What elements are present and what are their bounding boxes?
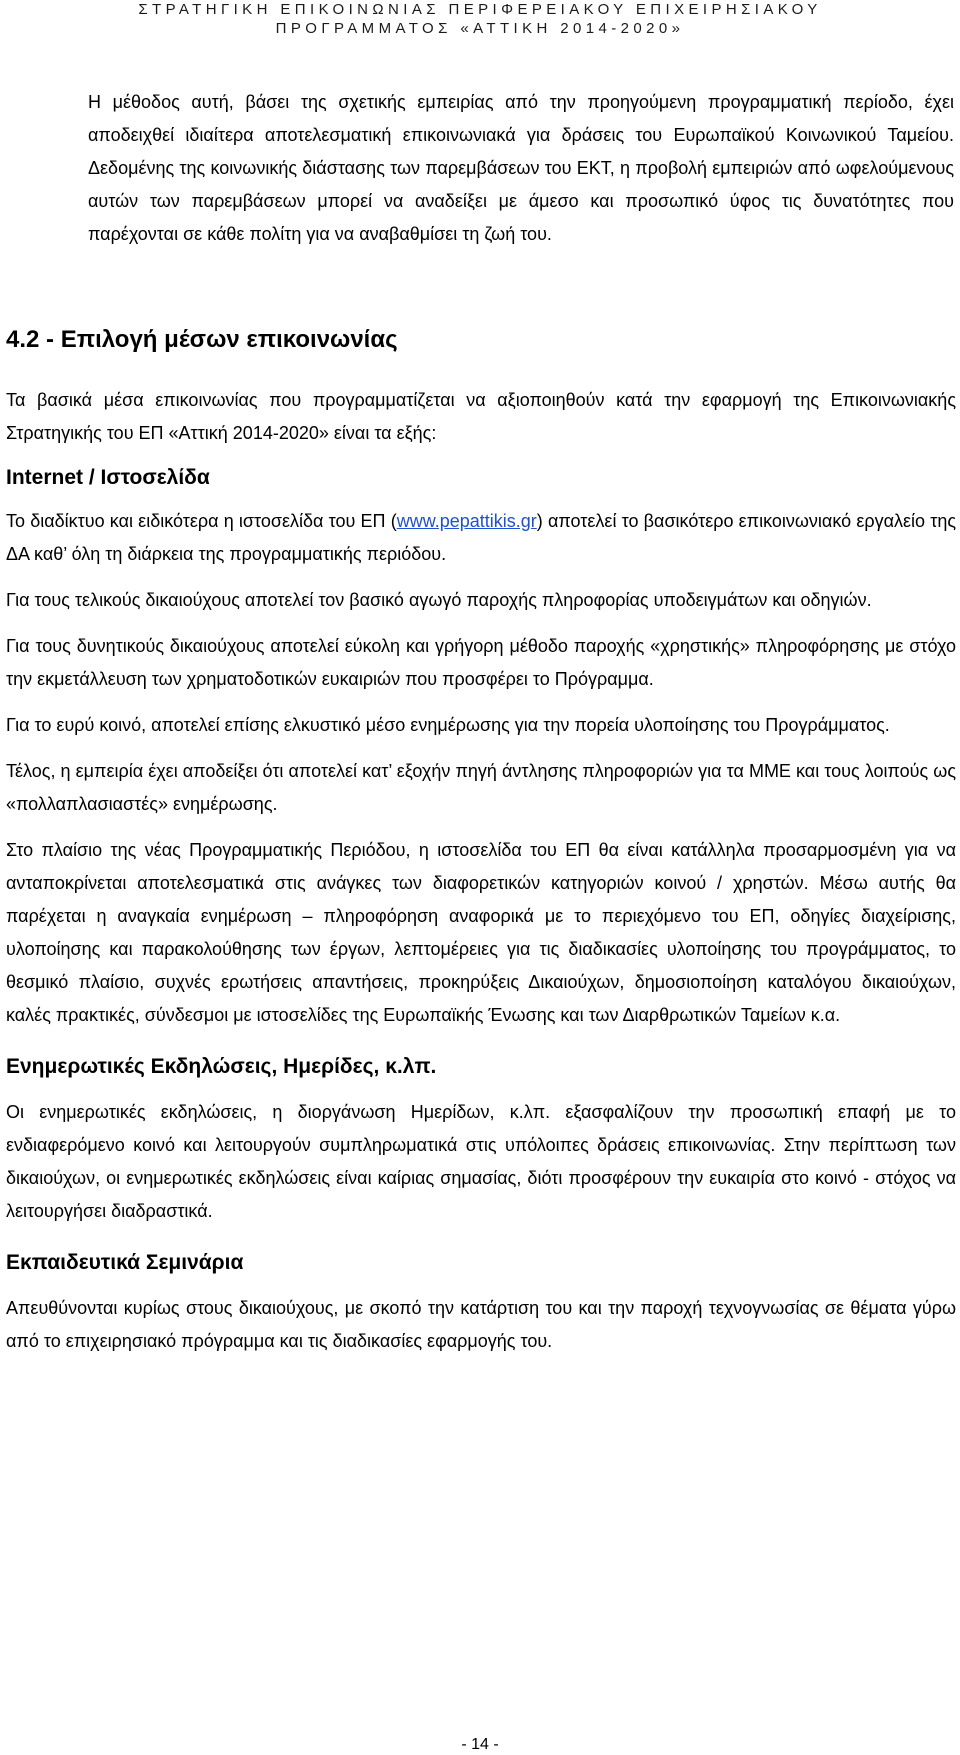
internet-p1-text-before: Το διαδίκτυο και ειδικότερα η ιστοσελίδα του ΕΠ (	[6, 511, 397, 531]
section-title: 4.2 - Επιλογή μέσων επικοινωνίας	[6, 326, 398, 353]
running-header	[0, 0, 960, 38]
internet-heading: Internet / Ιστοσελίδα	[6, 466, 210, 489]
page-number: - 14 -	[461, 1736, 499, 1753]
internet-p1-text-after: ) αποτελεί το βασικότερο επικοινωνιακό εργαλείο της ΔΑ καθ’ όλη τη διάρκεια της προγραμματικής περιόδου.	[6, 511, 957, 564]
header-line-1: ΣΤΡΑΤΗΓΙΚΗ ΕΠΙΚΟΙΝΩΝΙΑΣ ΠΕΡΙΦΕΡΕΙΑΚΟΥ ΕΠΙΧΕΙΡΗΣΙΑΚΟΥ	[138, 1, 822, 18]
events-heading: Ενημερωτικές Εκδηλώσεις, Ημερίδες, κ.λπ.	[6, 1055, 437, 1078]
internet-paragraph-3: Για τους δυνητικούς δικαιούχους αποτελεί εύκολη και γρήγορη μέθοδο παροχής «χρηστικής» πληροφόρησης με στόχο την εκμετάλλευση των χρηματοδοτικών ευκαιριών που προσφέρει το Πρόγραμμα.	[6, 636, 956, 689]
website-link[interactable]: www.pepattikis.gr	[396, 511, 537, 531]
seminars-heading: Εκπαιδευτικά Σεμινάρια	[6, 1251, 244, 1274]
intro-paragraph: Η μέθοδος αυτή, βάσει της σχετικής εμπειρίας από την προηγούμενη προγραμματική περίοδο, έχει αποδειχθεί ιδιαίτερα αποτελεσματική επικοινωνιακά για δράσεις του Ευρωπαϊκού Κοινωνικού Ταμείου. Δεδομένης της κοινωνικής διάστασης των παρεμβάσεων του ΕΚΤ, η προβολή εμπειριών από ωφελούμενους αυτών των παρεμβάσεων μπορεί να αναδείξει με άμεσο και προσωπικό ύφος τις δυνατότητες που παρέχονται σε κάθε πολίτη για να αναβαθμίσει τη ζωή του.	[88, 92, 954, 244]
events-paragraph: Οι ενημερωτικές εκδηλώσεις, η διοργάνωση Ημερίδων, κ.λπ. εξασφαλίζουν την προσωπική επαφή με το ενδιαφερόμενο κοινό και λειτουργούν συμπληρωματικά στις υπόλοιπες δράσεις επικοινωνίας. Στην περίπτωση των δικαιούχων, οι ενημερωτικές εκδηλώσεις είναι καίριας σημασίας, διότι προσφέρουν την ευκαιρία στο κοινό - στόχος να λειτουργήσει διαδραστικά.	[6, 1102, 956, 1221]
header-line-2: ΠΡΟΓΡΑΜΜΑΤΟΣ «ΑΤΤΙΚΗ 2014-2020»	[275, 20, 685, 37]
section-body	[6, 384, 956, 1371]
internet-paragraph-5: Τέλος, η εμπειρία έχει αποδείξει ότι αποτελεί κατ’ εξοχήν πηγή άντλησης πληροφοριών για τα ΜΜΕ και τους λοιπούς ως «πολλαπλασιαστές» ενημέρωσης.	[6, 761, 956, 814]
internet-paragraph-2: Για τους τελικούς δικαιούχους αποτελεί τον βασικό αγωγό παροχής πληροφορίας υποδειγμάτων και οδηγιών.	[6, 590, 872, 610]
internet-paragraph-1	[6, 505, 956, 571]
internet-paragraph-6: Στο πλαίσιο της νέας Προγραμματικής Περιόδου, η ιστοσελίδα του ΕΠ θα είναι κατάλληλα προσαρμοσμένη για να ανταποκρίνεται αποτελεσματικά στις ανάγκες των διαφορετικών κατηγοριών κοινού / χρηστών. Μέσω αυτής θα παρέχεται η αναγκαία ενημέρωση – πληροφόρηση αναφορικά με το περιεχόμενο του ΕΠ, οδηγίες διαχείρισης, υλοποίησης και παρακολούθησης των έργων, λεπτομέρειες για τις διαδικασίες υλοποίησης του προγράμματος, το θεσμικό πλαίσιο, συχνές ερωτήσεις απαντήσεις, προκηρύξεις Δικαιούχων, δημοσιοποίηση καταλόγου δικαιούχων, καλές πρακτικές, σύνδεσμοι με ιστοσελίδες της Ευρωπαϊκής Ένωσης και των Διαρθρωτικών Ταμείων κ.α.	[6, 840, 956, 1025]
section-intro: Τα βασικά μέσα επικοινωνίας που προγραμματίζεται να αξιοποιηθούν κατά την εφαρμογή της Επικοινωνιακής Στρατηγικής του ΕΠ «Αττική 2014-2020» είναι τα εξής:	[6, 390, 956, 443]
seminars-paragraph: Απευθύνονται κυρίως στους δικαιούχους, με σκοπό την κατάρτιση του και την παροχή τεχνογνωσίας σε θέματα γύρω από το επιχειρησιακό πρόγραμμα και τις διαδικασίες εφαρμογής του.	[6, 1298, 956, 1351]
internet-paragraph-4: Για το ευρύ κοινό, αποτελεί επίσης ελκυστικό μέσο ενημέρωσης για την πορεία υλοποίησης του Προγράμματος.	[6, 715, 890, 735]
